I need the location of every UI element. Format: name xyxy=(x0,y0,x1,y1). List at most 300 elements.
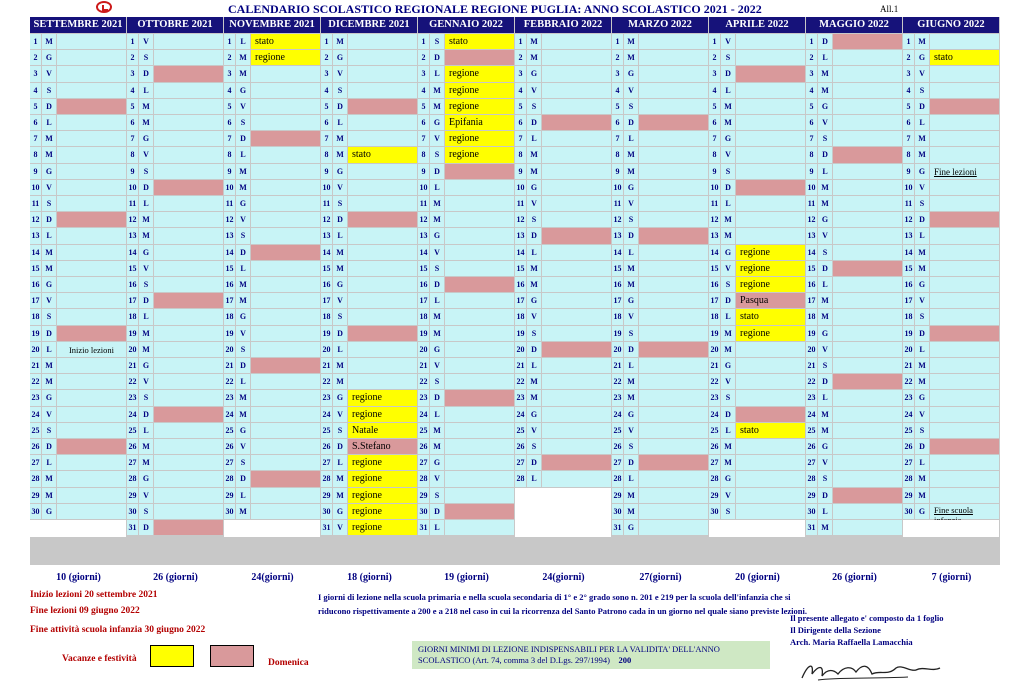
weekday-letter: V xyxy=(430,358,444,373)
day-status-cell xyxy=(639,50,708,65)
day-status-cell xyxy=(639,439,708,454)
day-status-cell xyxy=(639,34,708,49)
weekday-letter: M xyxy=(333,34,347,49)
day-status-cell xyxy=(542,277,611,292)
day-number: 27 xyxy=(806,455,817,470)
minimum-days-text-2-label: SCOLASTICO (Art. 74, comma 3 del D.Lgs. 297/1994) xyxy=(418,655,610,665)
weekday-letter: G xyxy=(721,131,735,146)
weekday-letter: D xyxy=(818,374,832,389)
day-status-cell xyxy=(736,488,805,503)
day-number: 29 xyxy=(903,488,914,503)
day-number: 1 xyxy=(515,34,526,49)
day-number: 23 xyxy=(224,390,235,405)
weekday-letter: L xyxy=(915,228,929,243)
day-status-cell xyxy=(251,390,320,405)
day-number: 18 xyxy=(127,309,138,324)
day-number: 22 xyxy=(224,374,235,389)
day-status-cell xyxy=(930,439,999,454)
weekday-letter: S xyxy=(624,212,638,227)
weekday-letter: M xyxy=(624,147,638,162)
day-number: 1 xyxy=(30,34,41,49)
day-number: 5 xyxy=(515,99,526,114)
day-number: 26 xyxy=(709,439,720,454)
day-number: 11 xyxy=(806,196,817,211)
day-number: 5 xyxy=(321,99,332,114)
day-number: 13 xyxy=(321,228,332,243)
weekday-letter: V xyxy=(139,34,153,49)
event-cell: regione xyxy=(736,326,805,341)
weekday-letter: V xyxy=(915,293,929,308)
day-number: 19 xyxy=(418,326,429,341)
weekday-letter: D xyxy=(721,407,735,422)
weekday-letter: D xyxy=(139,520,153,535)
day-status-cell xyxy=(154,293,223,308)
day-number: 23 xyxy=(321,390,332,405)
weekday-letter: D xyxy=(624,455,638,470)
day-status-cell xyxy=(154,423,223,438)
weekday-letter: M xyxy=(721,228,735,243)
day-status-cell xyxy=(930,455,999,470)
weekday-letter: G xyxy=(527,293,541,308)
day-status-cell xyxy=(736,407,805,422)
weekday-letter: V xyxy=(236,212,250,227)
day-number: 23 xyxy=(418,390,429,405)
weekday-letter: L xyxy=(333,115,347,130)
day-status-cell xyxy=(639,99,708,114)
month-day-count: 24(giorni) xyxy=(542,572,585,583)
day-status-cell xyxy=(154,471,223,486)
day-number: 24 xyxy=(418,407,429,422)
day-status-cell xyxy=(639,180,708,195)
day-number: 27 xyxy=(418,455,429,470)
weekday-letter: D xyxy=(818,488,832,503)
day-number: 9 xyxy=(903,164,914,179)
day-number: 11 xyxy=(127,196,138,211)
day-number: 30 xyxy=(612,504,623,519)
day-number: 23 xyxy=(709,390,720,405)
day-number: 8 xyxy=(418,147,429,162)
weekday-letter: M xyxy=(42,488,56,503)
day-number: 5 xyxy=(30,99,41,114)
day-status-cell xyxy=(639,196,708,211)
day-number: 15 xyxy=(30,261,41,276)
day-status-cell xyxy=(639,245,708,260)
day-status-cell xyxy=(348,309,417,324)
end-note: Fine lezioni 09 giugno 2022 xyxy=(30,606,140,616)
day-status-cell xyxy=(348,180,417,195)
day-status-cell xyxy=(445,180,514,195)
day-status-cell xyxy=(57,277,126,292)
weekday-letter: M xyxy=(236,277,250,292)
weekday-letter: M xyxy=(42,358,56,373)
day-number: 16 xyxy=(709,277,720,292)
weekday-letter: M xyxy=(42,471,56,486)
weekday-letter: M xyxy=(915,245,929,260)
day-status-cell xyxy=(833,131,902,146)
weekday-letter: S xyxy=(430,147,444,162)
day-status-cell xyxy=(154,504,223,519)
weekday-letter: M xyxy=(818,520,832,535)
weekday-letter: V xyxy=(624,83,638,98)
day-status-cell xyxy=(57,99,126,114)
day-number: 3 xyxy=(321,66,332,81)
weekday-letter: M xyxy=(721,115,735,130)
weekday-letter: S xyxy=(139,504,153,519)
weekday-letter: G xyxy=(42,50,56,65)
day-number: 10 xyxy=(612,180,623,195)
weekday-letter: S xyxy=(430,34,444,49)
day-status-cell xyxy=(154,196,223,211)
day-status-cell xyxy=(639,131,708,146)
day-number: 4 xyxy=(418,83,429,98)
day-number: 3 xyxy=(224,66,235,81)
day-number: 21 xyxy=(612,358,623,373)
event-cell: Natale xyxy=(348,423,417,438)
day-status-cell xyxy=(639,66,708,81)
day-status-cell xyxy=(348,358,417,373)
weekday-letter: V xyxy=(624,309,638,324)
weekday-letter: G xyxy=(818,326,832,341)
month-header: APRILE 2022 xyxy=(709,17,805,33)
day-status-cell xyxy=(251,488,320,503)
weekday-letter: D xyxy=(430,164,444,179)
weekday-letter: M xyxy=(915,261,929,276)
day-number: 12 xyxy=(321,212,332,227)
day-number: 25 xyxy=(806,423,817,438)
weekday-letter: L xyxy=(139,309,153,324)
day-number: 15 xyxy=(224,261,235,276)
day-number: 19 xyxy=(515,326,526,341)
weekday-letter: L xyxy=(818,390,832,405)
day-status-cell xyxy=(930,131,999,146)
day-status-cell xyxy=(445,342,514,357)
start-note: Inizio lezioni 20 settembre 2021 xyxy=(30,590,158,600)
day-number: 2 xyxy=(903,50,914,65)
weekday-letter: S xyxy=(818,245,832,260)
weekday-letter: G xyxy=(430,455,444,470)
day-number: 27 xyxy=(709,455,720,470)
weekday-letter: G xyxy=(139,245,153,260)
day-number: 8 xyxy=(321,147,332,162)
day-number: 18 xyxy=(418,309,429,324)
day-status-cell xyxy=(251,212,320,227)
day-number: 8 xyxy=(30,147,41,162)
day-number: 4 xyxy=(127,83,138,98)
empty-day-filler xyxy=(30,520,126,537)
weekday-letter: V xyxy=(236,326,250,341)
day-number: 6 xyxy=(806,115,817,130)
weekday-letter: S xyxy=(527,212,541,227)
day-number: 27 xyxy=(515,455,526,470)
day-status-cell xyxy=(736,115,805,130)
weekday-letter: M xyxy=(624,50,638,65)
day-status-cell xyxy=(445,374,514,389)
day-status-cell xyxy=(639,520,708,535)
weekday-letter: S xyxy=(333,309,347,324)
day-status-cell xyxy=(251,115,320,130)
day-status-cell xyxy=(445,212,514,227)
day-number: 13 xyxy=(224,228,235,243)
day-status-cell xyxy=(736,99,805,114)
weekday-letter: L xyxy=(527,245,541,260)
day-number: 30 xyxy=(321,504,332,519)
weekday-letter: V xyxy=(236,439,250,454)
day-number: 17 xyxy=(127,293,138,308)
weekday-letter: M xyxy=(333,131,347,146)
weekday-letter: S xyxy=(721,277,735,292)
day-number: 20 xyxy=(224,342,235,357)
day-status-cell xyxy=(251,309,320,324)
day-number: 26 xyxy=(903,439,914,454)
weekday-letter: M xyxy=(818,423,832,438)
weekday-letter: G xyxy=(42,164,56,179)
day-number: 30 xyxy=(30,504,41,519)
day-status-cell xyxy=(251,407,320,422)
day-number: 22 xyxy=(30,374,41,389)
weekday-letter: M xyxy=(430,326,444,341)
weekday-letter: G xyxy=(42,390,56,405)
day-status-cell xyxy=(445,439,514,454)
weekday-letter: S xyxy=(333,423,347,438)
day-status-cell xyxy=(639,423,708,438)
day-number: 26 xyxy=(515,439,526,454)
weekday-letter: D xyxy=(721,293,735,308)
day-number: 21 xyxy=(806,358,817,373)
day-status-cell xyxy=(57,504,126,519)
weekday-letter: G xyxy=(721,245,735,260)
weekday-letter: M xyxy=(624,488,638,503)
event-cell: stato xyxy=(930,50,999,65)
day-number: 11 xyxy=(612,196,623,211)
weekday-letter: G xyxy=(139,358,153,373)
day-number: 9 xyxy=(321,164,332,179)
weekday-letter: V xyxy=(333,66,347,81)
day-status-cell xyxy=(639,471,708,486)
weekday-letter: D xyxy=(236,131,250,146)
day-number: 16 xyxy=(612,277,623,292)
day-status-cell xyxy=(445,50,514,65)
day-number: 5 xyxy=(806,99,817,114)
day-number: 28 xyxy=(709,471,720,486)
day-number: 21 xyxy=(127,358,138,373)
day-number: 6 xyxy=(224,115,235,130)
day-status-cell xyxy=(57,423,126,438)
month-header: GENNAIO 2022 xyxy=(418,17,514,33)
weekday-letter: L xyxy=(42,228,56,243)
day-status-cell xyxy=(57,164,126,179)
day-number: 15 xyxy=(709,261,720,276)
day-number: 29 xyxy=(709,488,720,503)
event-cell: regione xyxy=(736,245,805,260)
weekday-letter: M xyxy=(721,455,735,470)
day-status-cell xyxy=(445,228,514,243)
day-number: 9 xyxy=(515,164,526,179)
day-status-cell xyxy=(542,423,611,438)
day-number: 10 xyxy=(515,180,526,195)
weekday-letter: M xyxy=(624,164,638,179)
day-status-cell xyxy=(930,342,999,357)
day-status-cell xyxy=(348,164,417,179)
weekday-letter: M xyxy=(915,488,929,503)
event-cell: regione xyxy=(348,455,417,470)
day-number: 12 xyxy=(709,212,720,227)
day-status-cell xyxy=(542,196,611,211)
day-status-cell xyxy=(833,115,902,130)
day-status-cell xyxy=(833,374,902,389)
day-number: 21 xyxy=(224,358,235,373)
day-status-cell xyxy=(348,293,417,308)
day-status-cell xyxy=(542,83,611,98)
weekday-letter: S xyxy=(818,358,832,373)
day-status-cell xyxy=(639,455,708,470)
day-status-cell xyxy=(542,147,611,162)
page-title: CALENDARIO SCOLASTICO REGIONALE REGIONE PUGLIA: ANNO SCOLASTICO 2021 - 2022 xyxy=(228,2,762,16)
day-status-cell xyxy=(930,83,999,98)
day-number: 18 xyxy=(30,309,41,324)
day-number: 29 xyxy=(224,488,235,503)
day-number: 6 xyxy=(515,115,526,130)
day-number: 9 xyxy=(612,164,623,179)
day-number: 6 xyxy=(709,115,720,130)
weekday-letter: G xyxy=(42,277,56,292)
weekday-letter: V xyxy=(236,99,250,114)
day-status-cell xyxy=(833,423,902,438)
day-status-cell xyxy=(833,504,902,519)
weekday-letter: S xyxy=(915,196,929,211)
weekday-letter: M xyxy=(333,261,347,276)
day-number: 25 xyxy=(418,423,429,438)
day-status-cell xyxy=(348,99,417,114)
day-status-cell xyxy=(736,131,805,146)
day-status-cell xyxy=(639,504,708,519)
day-number: 11 xyxy=(321,196,332,211)
weekday-letter: V xyxy=(42,407,56,422)
day-status-cell xyxy=(639,488,708,503)
day-status-cell xyxy=(154,342,223,357)
day-number: 14 xyxy=(418,245,429,260)
day-status-cell xyxy=(542,261,611,276)
day-status-cell xyxy=(251,423,320,438)
day-status-cell xyxy=(930,99,999,114)
weekday-letter: S xyxy=(42,423,56,438)
day-number: 10 xyxy=(806,180,817,195)
event-cell: regione xyxy=(348,520,417,535)
day-status-cell xyxy=(833,455,902,470)
event-cell: regione xyxy=(445,131,514,146)
day-status-cell xyxy=(154,131,223,146)
weekday-letter: S xyxy=(721,390,735,405)
day-status-cell xyxy=(154,488,223,503)
weekday-letter: M xyxy=(430,99,444,114)
minimum-days-text-1: GIORNI MINIMI DI LEZIONE INDISPENSABILI PER LA VALIDITA' DELL'ANNO xyxy=(418,644,720,654)
day-status-cell xyxy=(57,147,126,162)
weekday-letter: V xyxy=(527,309,541,324)
weekday-letter: M xyxy=(818,66,832,81)
day-number: 17 xyxy=(612,293,623,308)
weekday-letter: S xyxy=(818,471,832,486)
day-status-cell xyxy=(930,277,999,292)
day-status-cell xyxy=(154,164,223,179)
day-status-cell xyxy=(445,277,514,292)
weekday-letter: L xyxy=(333,342,347,357)
weekday-letter: G xyxy=(527,180,541,195)
info-line-2: riducono rispettivamente a 200 e a 218 nel caso in cui la ricorrenza del Santo Patrono cada in un giorno nel quale siano previste lezioni. xyxy=(318,606,807,616)
weekday-letter: V xyxy=(430,131,444,146)
day-status-cell xyxy=(833,212,902,227)
day-status-cell xyxy=(154,374,223,389)
day-number: 19 xyxy=(806,326,817,341)
day-status-cell xyxy=(348,261,417,276)
day-status-cell xyxy=(57,180,126,195)
weekday-letter: M xyxy=(915,471,929,486)
day-number: 12 xyxy=(515,212,526,227)
day-status-cell xyxy=(348,342,417,357)
weekday-letter: M xyxy=(818,309,832,324)
day-number: 24 xyxy=(30,407,41,422)
day-status-cell xyxy=(736,504,805,519)
day-number: 8 xyxy=(903,147,914,162)
day-status-cell xyxy=(348,212,417,227)
day-number: 22 xyxy=(127,374,138,389)
day-status-cell xyxy=(57,66,126,81)
day-number: 29 xyxy=(418,488,429,503)
weekday-letter: M xyxy=(333,245,347,260)
weekday-letter: L xyxy=(624,358,638,373)
weekday-letter: V xyxy=(42,293,56,308)
day-status-cell xyxy=(639,342,708,357)
day-status-cell xyxy=(736,147,805,162)
day-number: 3 xyxy=(30,66,41,81)
day-status-cell xyxy=(154,147,223,162)
weekday-letter: M xyxy=(42,131,56,146)
weekday-letter: S xyxy=(624,326,638,341)
event-cell: regione xyxy=(445,83,514,98)
weekday-letter: M xyxy=(139,342,153,357)
weekday-letter: V xyxy=(430,471,444,486)
day-status-cell xyxy=(154,407,223,422)
day-status-cell xyxy=(251,261,320,276)
weekday-letter: M xyxy=(721,326,735,341)
weekday-letter: M xyxy=(527,261,541,276)
weekday-letter: M xyxy=(236,504,250,519)
day-number: 7 xyxy=(30,131,41,146)
day-status-cell xyxy=(251,99,320,114)
day-number: 20 xyxy=(903,342,914,357)
weekday-letter: M xyxy=(624,390,638,405)
day-number: 28 xyxy=(224,471,235,486)
day-status-cell xyxy=(251,342,320,357)
day-status-cell xyxy=(154,34,223,49)
day-status-cell xyxy=(833,520,902,535)
day-number: 21 xyxy=(515,358,526,373)
weekday-letter: M xyxy=(333,488,347,503)
day-number: 17 xyxy=(418,293,429,308)
day-status-cell xyxy=(251,471,320,486)
day-number: 1 xyxy=(321,34,332,49)
month-day-count: 19 (giorni) xyxy=(444,572,489,583)
weekday-letter: S xyxy=(430,261,444,276)
day-number: 14 xyxy=(127,245,138,260)
day-number: 5 xyxy=(127,99,138,114)
weekday-letter: L xyxy=(139,423,153,438)
day-number: 16 xyxy=(806,277,817,292)
day-status-cell xyxy=(542,212,611,227)
day-number: 27 xyxy=(903,455,914,470)
day-number: 29 xyxy=(127,488,138,503)
weekday-letter: L xyxy=(236,261,250,276)
day-status-cell xyxy=(57,374,126,389)
weekday-letter: M xyxy=(333,147,347,162)
